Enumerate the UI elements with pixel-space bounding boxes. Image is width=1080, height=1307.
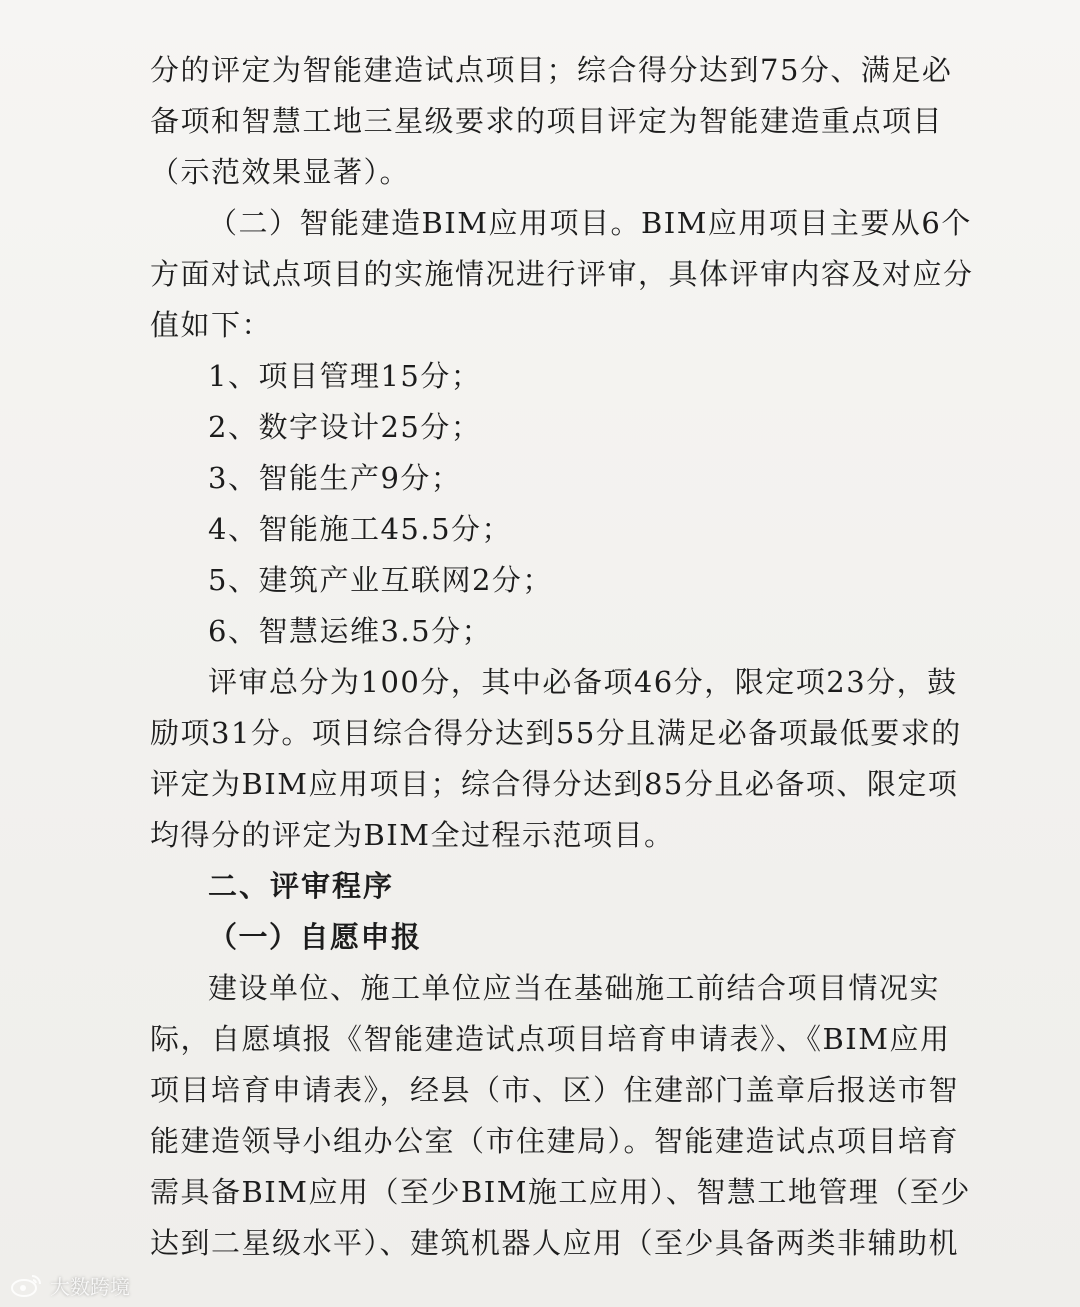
paragraph-line: 励项31分。项目综合得分达到55分且满足必备项最低要求的 xyxy=(150,716,962,750)
list-item: 6、智慧运维3.5分； xyxy=(208,614,493,648)
paragraph-line: 方面对试点项目的实施情况进行评审，具体评审内容及对应分 xyxy=(150,257,974,291)
paragraph-line: 均得分的评定为BIM全过程示范项目。 xyxy=(150,818,675,852)
list-item: 2、数字设计25分； xyxy=(208,410,482,444)
paragraph-line: 需具备BIM应用（至少BIM施工应用）、智慧工地管理（至少 xyxy=(150,1175,971,1209)
paragraph-line: 际，自愿填报《智能建造试点项目培育申请表》、《BIM应用 xyxy=(150,1022,951,1056)
section-heading: 二、评审程序 xyxy=(208,869,395,903)
watermark xyxy=(10,1270,130,1300)
weibo-logo-icon xyxy=(10,1272,44,1298)
paragraph-line: 达到二星级水平）、建筑机器人应用（至少具备两类非辅助机 xyxy=(150,1226,960,1260)
list-item: 5、建筑产业互联网2分； xyxy=(208,563,553,597)
paragraph-line: 评审总分为100分，其中必备项46分，限定项23分，鼓 xyxy=(208,665,958,699)
watermark-text: 大数跨境 xyxy=(50,1274,130,1299)
section-item-bim: （二）智能建造BIM应用项目。BIM应用项目主要从6个 xyxy=(208,206,972,240)
paragraph-line: 值如下： xyxy=(150,308,273,342)
list-item: 3、智能生产9分； xyxy=(208,461,462,495)
paragraph-line: 项目培育申请表》，经县（市、区）住建部门盖章后报送市智 xyxy=(150,1073,960,1107)
paragraph-line: （示范效果显著）。 xyxy=(150,155,411,189)
list-item: 4、智能施工45.5分； xyxy=(208,512,513,546)
subsection-heading: （一）自愿申报 xyxy=(208,920,422,954)
list-item: 1、项目管理15分； xyxy=(208,359,482,393)
paragraph-line: 分的评定为智能建造试点项目；综合得分达到75分、满足必 xyxy=(150,53,953,87)
paragraph-line: 能建造领导小组办公室（市住建局）。智能建造试点项目培育 xyxy=(150,1124,960,1158)
paragraph-line: 备项和智慧工地三星级要求的项目评定为智能建造重点项目 xyxy=(150,104,944,138)
paragraph-line: 评定为BIM应用项目；综合得分达到85分且必备项、限定项 xyxy=(150,767,959,801)
paragraph-line: 建设单位、施工单位应当在基础施工前结合项目情况实 xyxy=(208,971,941,1005)
